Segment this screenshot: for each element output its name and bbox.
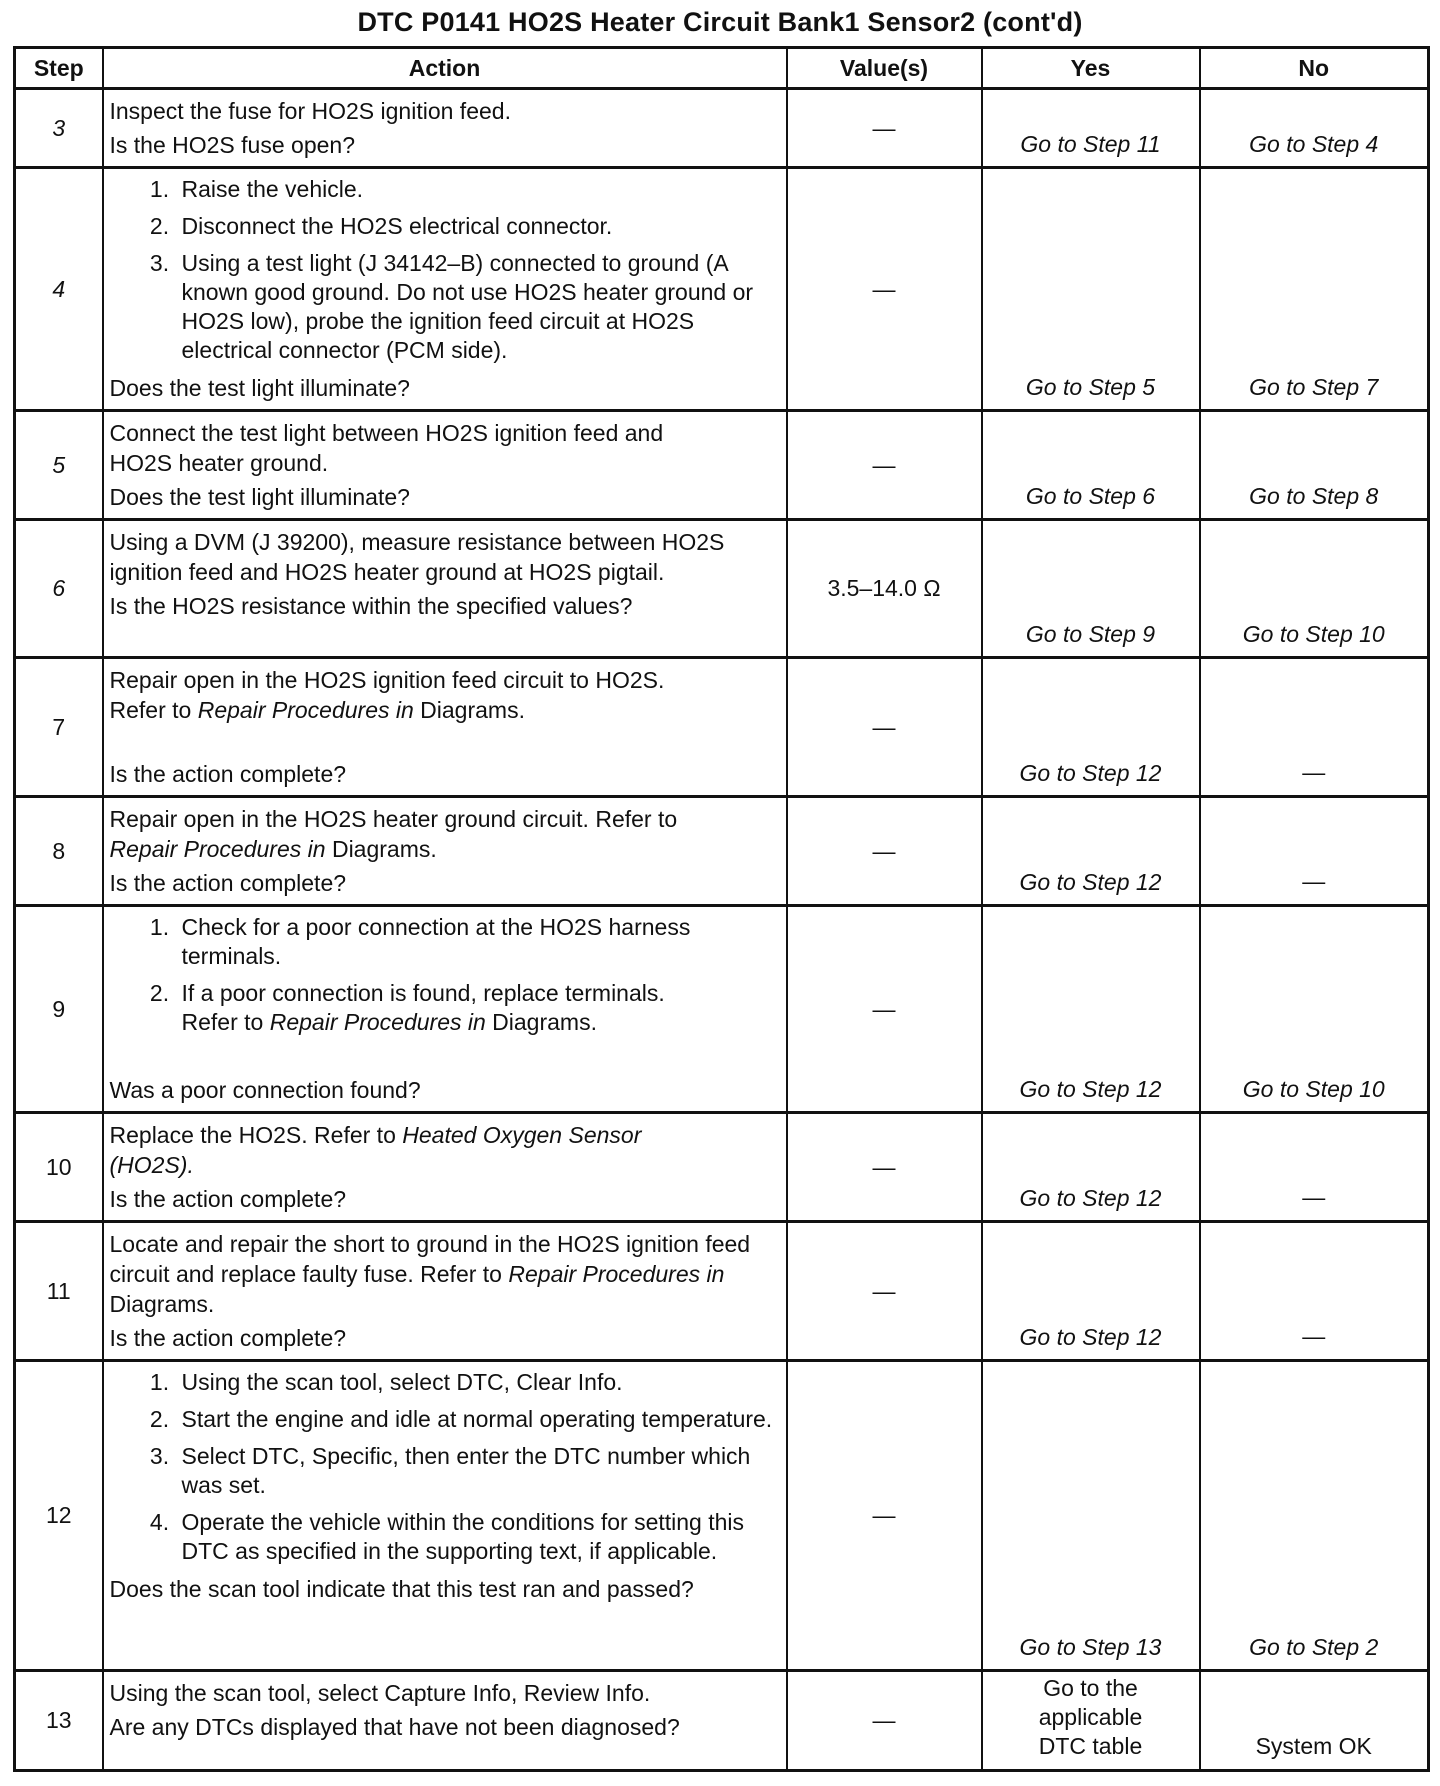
no-link: Go to Step 4 [1249, 131, 1379, 157]
step-number: 6 [15, 520, 103, 658]
value-cell: — [787, 797, 982, 906]
yes-link: Go to Step 6 [1025, 483, 1156, 509]
step-number: 10 [15, 1113, 103, 1222]
yes-cell [982, 168, 1200, 411]
no-link: Go to Step 2 [1249, 1634, 1379, 1660]
action-question: Is the HO2S fuse open? [109, 132, 355, 158]
list-item: 3. Using a test light (J 34142–B) connected to ground (A known good ground. Do not use HO2S heater ground or HO2S low), probe the ignition feed circuit at HO2S electrical connector (PCM side). [176, 249, 776, 365]
value-cell: — [787, 168, 982, 411]
yes-cell [982, 797, 1200, 906]
action-text: Connect the test light between HO2S ignition feed and HO2S heater ground. [109, 420, 664, 476]
list-item: 2. Start the engine and idle at normal operating temperature. [176, 1405, 776, 1434]
list-item: 1. Check for a poor connection at the HO2S harness terminals. [176, 913, 776, 971]
yes-link: Go to Step 12 [1019, 760, 1162, 786]
no-link: Go to Step 10 [1242, 1076, 1385, 1102]
table-row [15, 1671, 1429, 1771]
action-text: Using the scan tool, select Capture Info, Review Info. [109, 1680, 651, 1706]
yes-link: Go to Step 9 [1025, 621, 1156, 647]
page-title: DTC P0141 HO2S Heater Circuit Bank1 Sensor2 (cont'd) [357, 7, 1083, 37]
dtc-table [13, 46, 1430, 1772]
action-text: Replace the HO2S. Refer to Heated Oxygen Sensor (HO2S). [109, 1122, 642, 1178]
action-cell [103, 89, 787, 168]
step-number: 13 [15, 1671, 103, 1771]
yes-cell [982, 89, 1200, 168]
yes-cell [982, 658, 1200, 797]
action-question: Is the action complete? [109, 1186, 347, 1212]
action-cell [103, 1113, 787, 1222]
action-steps-list [110, 913, 776, 1037]
list-item: 2. Disconnect the HO2S electrical connector. [176, 212, 776, 241]
yes-link: Go to Step 5 [1025, 374, 1156, 400]
value-cell: — [787, 658, 982, 797]
yes-link: Go to Step 13 [1019, 1634, 1162, 1660]
value-cell: — [787, 1671, 982, 1771]
step-number: 12 [15, 1361, 103, 1671]
no-link: Go to Step 8 [1249, 483, 1379, 509]
value-cell: — [787, 1113, 982, 1222]
table-row [15, 797, 1429, 906]
table-row [15, 906, 1429, 1113]
step-number: 3 [15, 89, 103, 168]
action-cell [103, 1222, 787, 1361]
action-cell [103, 797, 787, 906]
value-cell: — [787, 1361, 982, 1671]
yes-link: Go to Step 12 [1019, 1324, 1162, 1350]
table-row [15, 1222, 1429, 1361]
yes-cell [982, 1361, 1200, 1671]
value-cell: — [787, 906, 982, 1113]
step-number: 11 [15, 1222, 103, 1361]
yes-link: Go to Step 12 [1019, 1185, 1162, 1211]
action-cell [103, 658, 787, 797]
action-text: Locate and repair the short to ground in the HO2S ignition feed circuit and replace faulty fuse. Refer to Repair Procedures in Diagrams. [109, 1231, 751, 1317]
action-cell [103, 1671, 787, 1771]
yes-cell [982, 906, 1200, 1113]
no-value: System OK [1255, 1733, 1372, 1759]
action-cell [103, 520, 787, 658]
no-link: Go to Step 10 [1242, 621, 1385, 647]
table-row [15, 658, 1429, 797]
action-text: Inspect the fuse for HO2S ignition feed. [109, 98, 511, 124]
no-value: — [1302, 868, 1326, 894]
no-cell [1200, 1361, 1429, 1671]
action-text: Using a DVM (J 39200), measure resistance between HO2S ignition feed and HO2S heater ground at HO2S pigtail. [109, 529, 725, 585]
table-header-row [15, 48, 1429, 89]
no-cell [1200, 520, 1429, 658]
value-cell: 3.5–14.0 Ω [787, 520, 982, 658]
list-item: 3. Select DTC, Specific, then enter the DTC number which was set. [176, 1442, 776, 1500]
step-number: 9 [15, 906, 103, 1113]
yes-cell [982, 1113, 1200, 1222]
step-number: 4 [15, 168, 103, 411]
table-row [15, 411, 1429, 520]
value-cell: — [787, 411, 982, 520]
table-row [15, 520, 1429, 658]
value-cell: — [787, 1222, 982, 1361]
action-question: Is the action complete? [109, 761, 347, 787]
no-cell [1200, 1671, 1429, 1771]
step-number: 8 [15, 797, 103, 906]
step-number: 5 [15, 411, 103, 520]
column-header-step: Step [15, 48, 103, 89]
list-item: 1. Raise the vehicle. [176, 175, 776, 204]
action-question: Was a poor connection found? [109, 1077, 421, 1103]
action-steps-list [110, 1368, 776, 1566]
yes-cell [982, 411, 1200, 520]
action-cell [103, 1361, 787, 1671]
column-header-yes: Yes [982, 48, 1200, 89]
list-item: 4. Operate the vehicle within the conditions for setting this DTC as specified in the supporting text, if applicable. [176, 1508, 776, 1566]
action-cell [103, 411, 787, 520]
yes-link: Go to Step 12 [1019, 1076, 1162, 1102]
action-text: Repair open in the HO2S ignition feed circuit to HO2S. [109, 667, 665, 693]
action-question: Is the HO2S resistance within the specified values? [109, 593, 633, 619]
column-header-no: No [1200, 48, 1429, 89]
yes-cell [982, 1222, 1200, 1361]
column-header-action: Action [103, 48, 787, 89]
no-cell [1200, 411, 1429, 520]
action-cell [103, 168, 787, 411]
no-cell [1200, 1113, 1429, 1222]
table-row [15, 1113, 1429, 1222]
column-header-values: Value(s) [787, 48, 982, 89]
action-cell [103, 906, 787, 1113]
table-row [15, 168, 1429, 411]
action-question: Does the test light illuminate? [109, 375, 410, 401]
yes-cell [982, 520, 1200, 658]
step-number: 7 [15, 658, 103, 797]
value-cell: — [787, 89, 982, 168]
table-row [15, 89, 1429, 168]
action-reference: Repair Procedures in Diagrams. [109, 836, 437, 862]
yes-cell [982, 1671, 1200, 1771]
yes-value: Go to the applicable DTC table [1038, 1675, 1143, 1759]
action-text: Repair open in the HO2S heater ground circuit. Refer to [109, 806, 678, 832]
no-cell [1200, 906, 1429, 1113]
no-cell [1200, 797, 1429, 906]
no-link: Go to Step 7 [1249, 374, 1379, 400]
action-question: Does the test light illuminate? [109, 484, 410, 510]
action-question: Are any DTCs displayed that have not been diagnosed? [109, 1714, 680, 1740]
action-question: Is the action complete? [109, 870, 347, 896]
yes-link: Go to Step 11 [1020, 131, 1161, 157]
no-value: — [1302, 759, 1326, 785]
no-value: — [1302, 1184, 1326, 1210]
no-cell [1200, 658, 1429, 797]
table-row [15, 1361, 1429, 1671]
no-cell [1200, 168, 1429, 411]
yes-link: Go to Step 12 [1019, 869, 1162, 895]
action-question: Does the scan tool indicate that this test ran and passed? [109, 1576, 694, 1602]
no-value: — [1302, 1323, 1326, 1349]
action-question: Is the action complete? [109, 1325, 347, 1351]
list-item: 1. Using the scan tool, select DTC, Clear Info. [176, 1368, 776, 1397]
no-cell [1200, 89, 1429, 168]
action-reference: Refer to Repair Procedures in Diagrams. [109, 697, 525, 723]
no-cell [1200, 1222, 1429, 1361]
action-steps-list [110, 175, 776, 365]
list-item: 2. If a poor connection is found, replace terminals. Refer to Repair Procedures in Diagrams. [176, 979, 776, 1037]
